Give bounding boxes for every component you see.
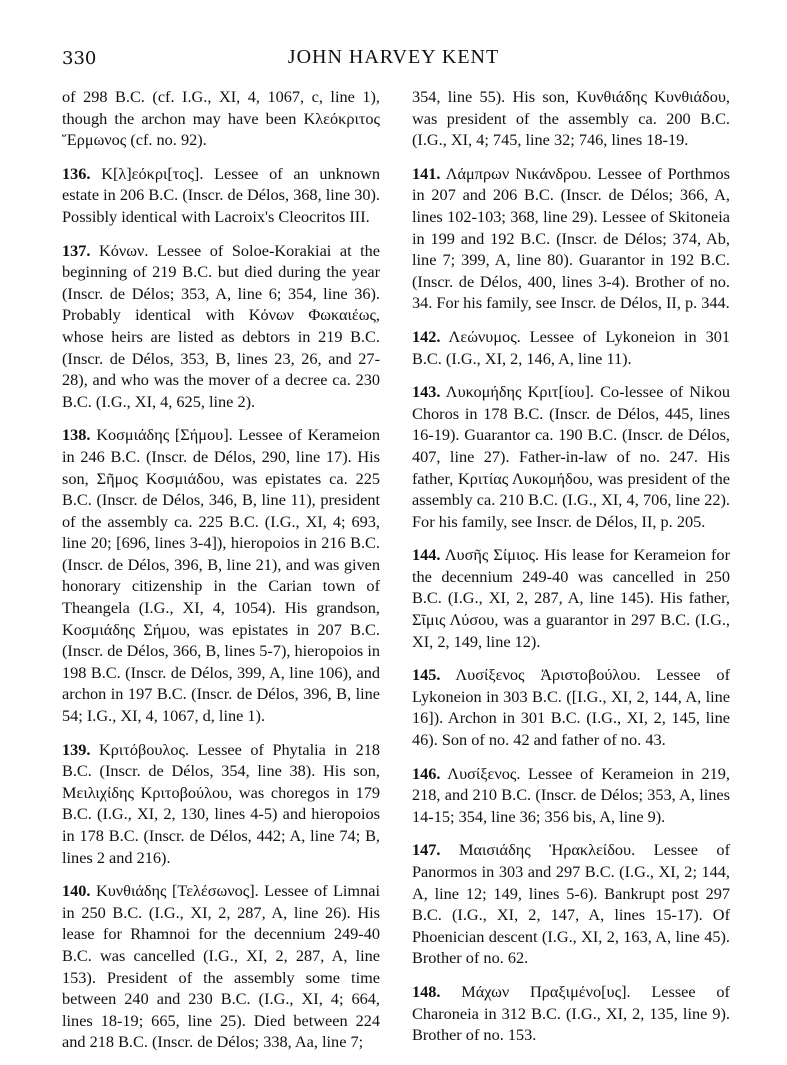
right-column xyxy=(412,86,730,1058)
entry-141 xyxy=(412,163,730,314)
entry-number: 145. xyxy=(412,665,441,685)
entry-text: Κόνων. Lessee of Soloe-Korakiai at the beginning of 219 B.C. but died during the year (Inscr. de Délos; 353, A, line 6; 354, line 36). Probably identical with Κόνων Φωκαιέως, whose heirs are listed as debtors in 219 B.C. (Inscr. de Délos, 353, B, lines 23, 26, and 27-28), and who was the mover of a decree ca. 230 B.C. (I.G., XI, 4, 625, line 2). xyxy=(62,240,380,411)
entry-continuation xyxy=(412,86,730,151)
entry-144 xyxy=(412,544,730,652)
entry-text: Κυνθιάδης [Τελέσωνος]. Lessee of Limnai in 250 B.C. (I.G., XI, 2, 287, A, line 26). His lease for Rhamnoi for the decennium 249-40 B.C. was cancelled (I.G., XI, 2, 287, A, line 153). President of the assembly some time between 240 and 230 B.C. (I.G., XI, 4; 664, lines 18-19; 665, line 25). Died between 224 and 218 B.C. (Inscr. de Délos; 338, Aa, line 7; xyxy=(62,881,380,1052)
entry-text: Λεώνυμος. Lessee of Lykoneion in 301 B.C. (I.G., XI, 2, 146, A, line 11). xyxy=(412,326,731,368)
entry-138 xyxy=(62,424,380,726)
entry-text: Λυκομήδης Κριτ[ίου]. Co-lessee of Nikou Choros in 178 B.C. (Inscr. de Délos, 445, lines 16-19). Guarantor ca. 190 B.C. (Inscr. de Délos, 407, line 27). Father-in-law of no. 247. His father, Κριτίας Λυκομήδου, was president of the assembly ca. 210 B.C. (I.G., XI, 4, 706, line 22). For his family, see Inscr. de Délos, II, p. 205. xyxy=(412,382,731,531)
entry-142 xyxy=(412,326,730,369)
entry-text: Λυσῆς Σίμιος. His lease for Kerameion for the decennium 249-40 was cancelled in 250 B.C. (I.G., XI, 2, 287, A, line 145). His father, Σῖμις Λύσου, was a guarantor in 297 B.C. (I.G., XI, 2, 149, line 12). xyxy=(412,545,730,651)
entry-text: Μάχων Πραξιμένο[υς]. Lessee of Charoneia in 312 B.C. (I.G., XI, 2, 135, line 9). Brother of no. 153. xyxy=(412,981,730,1045)
entry-number: 146. xyxy=(412,763,441,783)
entry-text: Κριτόβουλος. Lessee of Phytalia in 218 B.C. (Inscr. de Délos, 354, line 38). His son, Μειλιχίδης Κριτοβούλου, was choregos in 179 B.C. (I.G., XI, 2, 130, lines 4-5) and hieropoios in 178 B.C. (Inscr. de Délos, 442; A, line 74; B, lines 2 and 216). xyxy=(62,739,381,867)
running-title: JOHN HARVEY KENT xyxy=(287,46,500,68)
entry-number: 142. xyxy=(412,326,441,346)
entry-146 xyxy=(412,763,730,828)
entry-140 xyxy=(62,880,380,1053)
entry-137 xyxy=(62,240,380,413)
entry-145 xyxy=(412,664,730,750)
entry-text: Λυσίξενος. Lessee of Kerameion in 219, 218, and 210 B.C. (Inscr. de Délos; 353, A, lines 14-15; 354, line 36; 356 bis, A, line 9). xyxy=(412,763,731,826)
entry-139 xyxy=(62,739,380,869)
entry-number: 147. xyxy=(412,840,441,860)
entry-text: Λυσίξενος Ἀριστοβούλου. Lessee of Lykoneion in 303 B.C. ([I.G., XI, 2, 144, A, line 16]). Archon in 301 B.C. (I.G., XI, 2, 145, line 46). Son of no. 42 and father of no. 43. xyxy=(412,665,730,750)
entry-143 xyxy=(412,381,730,532)
entry-number: 139. xyxy=(62,739,91,759)
left-column xyxy=(62,86,380,1065)
entry-text: of 298 B.C. (cf. I.G., XI, 4, 1067, c, line 1), though the archon may have been Κλεόκριτος Ἕρμωνος (cf. no. 92). xyxy=(62,87,380,150)
entry-text: 354, line 55). His son, Κυνθιάδης Κυνθιάδου, was president of the assembly ca. 200 B.C. (I.G., XI, 4; 745, line 32; 746, lines 18-19. xyxy=(412,87,730,150)
page-number: 330 xyxy=(62,48,97,69)
entry-continuation xyxy=(62,86,380,151)
entry-text: Λάμπρων Νικάνδρου. Lessee of Porthmos in 207 and 206 B.C. (Inscr. de Délos; 366, A, lines 102-103; 368, line 29). Lessee of Skitoneia in 199 and 192 B.C. (Inscr. de Délos; 374, Ab, line 7; 399, A, line 80). Guarantor in 192 B.C. (Inscr. de Délos, 400, lines 3-4). Brother of no. 34. For his family, see Inscr. de Délos, II, p. 344. xyxy=(412,163,730,313)
entry-number: 138. xyxy=(62,425,91,445)
entry-136 xyxy=(62,163,380,228)
entry-number: 143. xyxy=(412,382,441,402)
entry-number: 136. xyxy=(62,163,91,183)
entry-148 xyxy=(412,981,730,1046)
entry-number: 137. xyxy=(62,240,91,260)
entry-text: Κοσμιάδης [Σήμου]. Lessee of Kerameion in 246 B.C. (Inscr. de Délos, 290, line 17). His son, Σῆμος Κοσμιάδου, was epistates ca. 225 B.C. (Inscr. de Délos, 346, B, line 11), president of the assembly ca. 225 B.C. (I.G., XI, 4; 693, line 20; [696, lines 3-4]), hieropoios in 216 B.C. (Inscr. de Délos, 396, B, line 21), and was given honorary citizenship in the Carian town of Theangela (I.G., XI, 4, 1054). His grandson, Κοσμιάδης Σήμου, was epistates in 207 B.C. (Inscr. de Délos, 366, B, lines 5-7), hieropoios in 198 B.C. (Inscr. de Délos, 399, A, line 106), and archon in 197 B.C. (Inscr. de Délos, 396, B, line 54; I.G., XI, 4, 1067, d, line 1). xyxy=(62,425,380,726)
entry-number: 148. xyxy=(412,981,441,1001)
entry-text: Κ[λ]εόκρι[τος]. Lessee of an unknown estate in 206 B.C. (Inscr. de Délos, 368, line 30). Possibly identical with Lacroix's Cleocritos III. xyxy=(62,163,380,226)
entry-text: Μαισιάδης Ἡρακλείδου. Lessee of Panormos in 303 and 297 B.C. (I.G., XI, 2; 144, A, line 12; 149, lines 5-6). Bankrupt post 297 B.C. (I.G., XI, 2, 147, A, lines 15-17). Of Phoenician descent (I.G., XI, 2, 163, A, line 45). Brother of no. 62. xyxy=(412,840,730,968)
entry-number: 141. xyxy=(412,163,441,183)
entry-number: 140. xyxy=(62,881,91,901)
entry-number: 144. xyxy=(412,545,441,565)
entry-147 xyxy=(412,839,730,969)
